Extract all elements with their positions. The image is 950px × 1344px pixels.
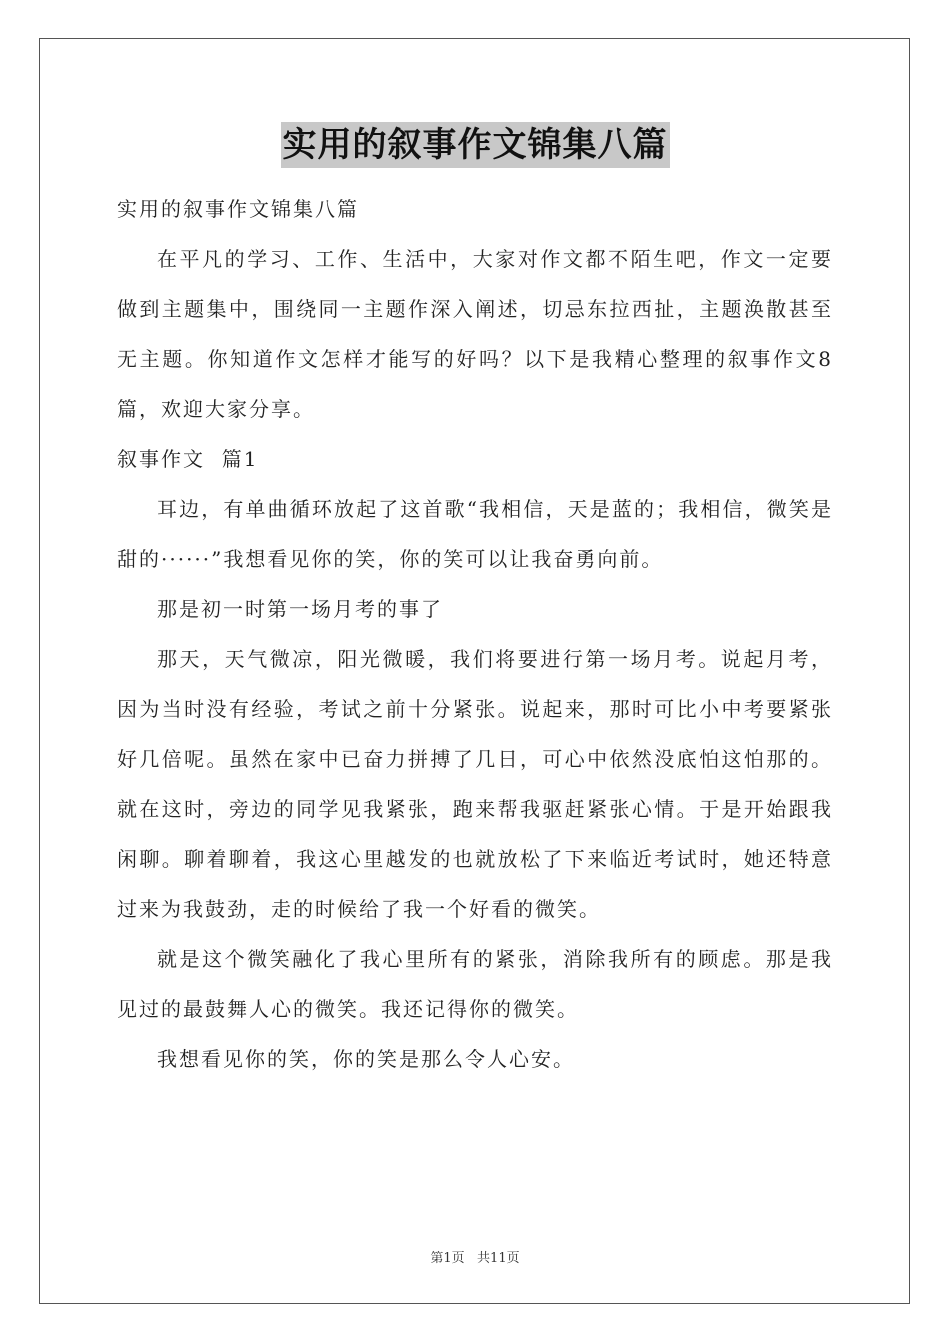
intro-paragraph: 在平凡的学习、工作、生活中，大家对作文都不陌生吧，作文一定要做到主题集中，围绕同一主题作深入阐述，切忌东拉西扯，主题涣散甚至无主题。你知道作文怎样才能写的好吗？以下是我精心整理的叙事作文8篇，欢迎大家分享。	[117, 247, 833, 421]
body-paragraph-3: 那天，天气微凉，阳光微暖，我们将要进行第一场月考。说起月考，因为当时没有经验，考试之前十分紧张。说起来，那时可比小中考要紧张好几倍呢。虽然在家中已奋力拼搏了几日，可心中依然没底怕这怕那的。就在这时，旁边的同学见我紧张，跑来帮我驱赶紧张心情。于是开始跟我闲聊。聊着聊着，我这心里越发的也就放松了下来临近考试时，她还特意过来为我鼓劲，走的时候给了我一个好看的微笑。	[117, 647, 833, 921]
document-title-text: 实用的叙事作文锦集八篇	[281, 122, 670, 168]
page-number: 第1页 共11页	[430, 1251, 520, 1266]
page-footer	[0, 1247, 950, 1266]
document-title	[117, 122, 833, 172]
body-paragraph-4: 就是这个微笑融化了我心里所有的紧张，消除我所有的顾虑。那是我见过的最鼓舞人心的微笑。我还记得你的微笑。	[117, 947, 833, 1021]
body-paragraph-1: 耳边，有单曲循环放起了这首歌“我相信，天是蓝的；我相信，微笑是甜的······”我想看见你的笑，你的笑可以让我奋勇向前。	[117, 497, 833, 571]
body-paragraph-2: 那是初一时第一场月考的事了	[157, 597, 443, 621]
body-paragraph-5: 我想看见你的笑，你的笑是那么令人心安。	[157, 1047, 575, 1071]
document-subtitle: 实用的叙事作文锦集八篇	[117, 197, 359, 221]
section-heading: 叙事作文 篇1	[117, 447, 259, 471]
document-body	[117, 122, 833, 1084]
